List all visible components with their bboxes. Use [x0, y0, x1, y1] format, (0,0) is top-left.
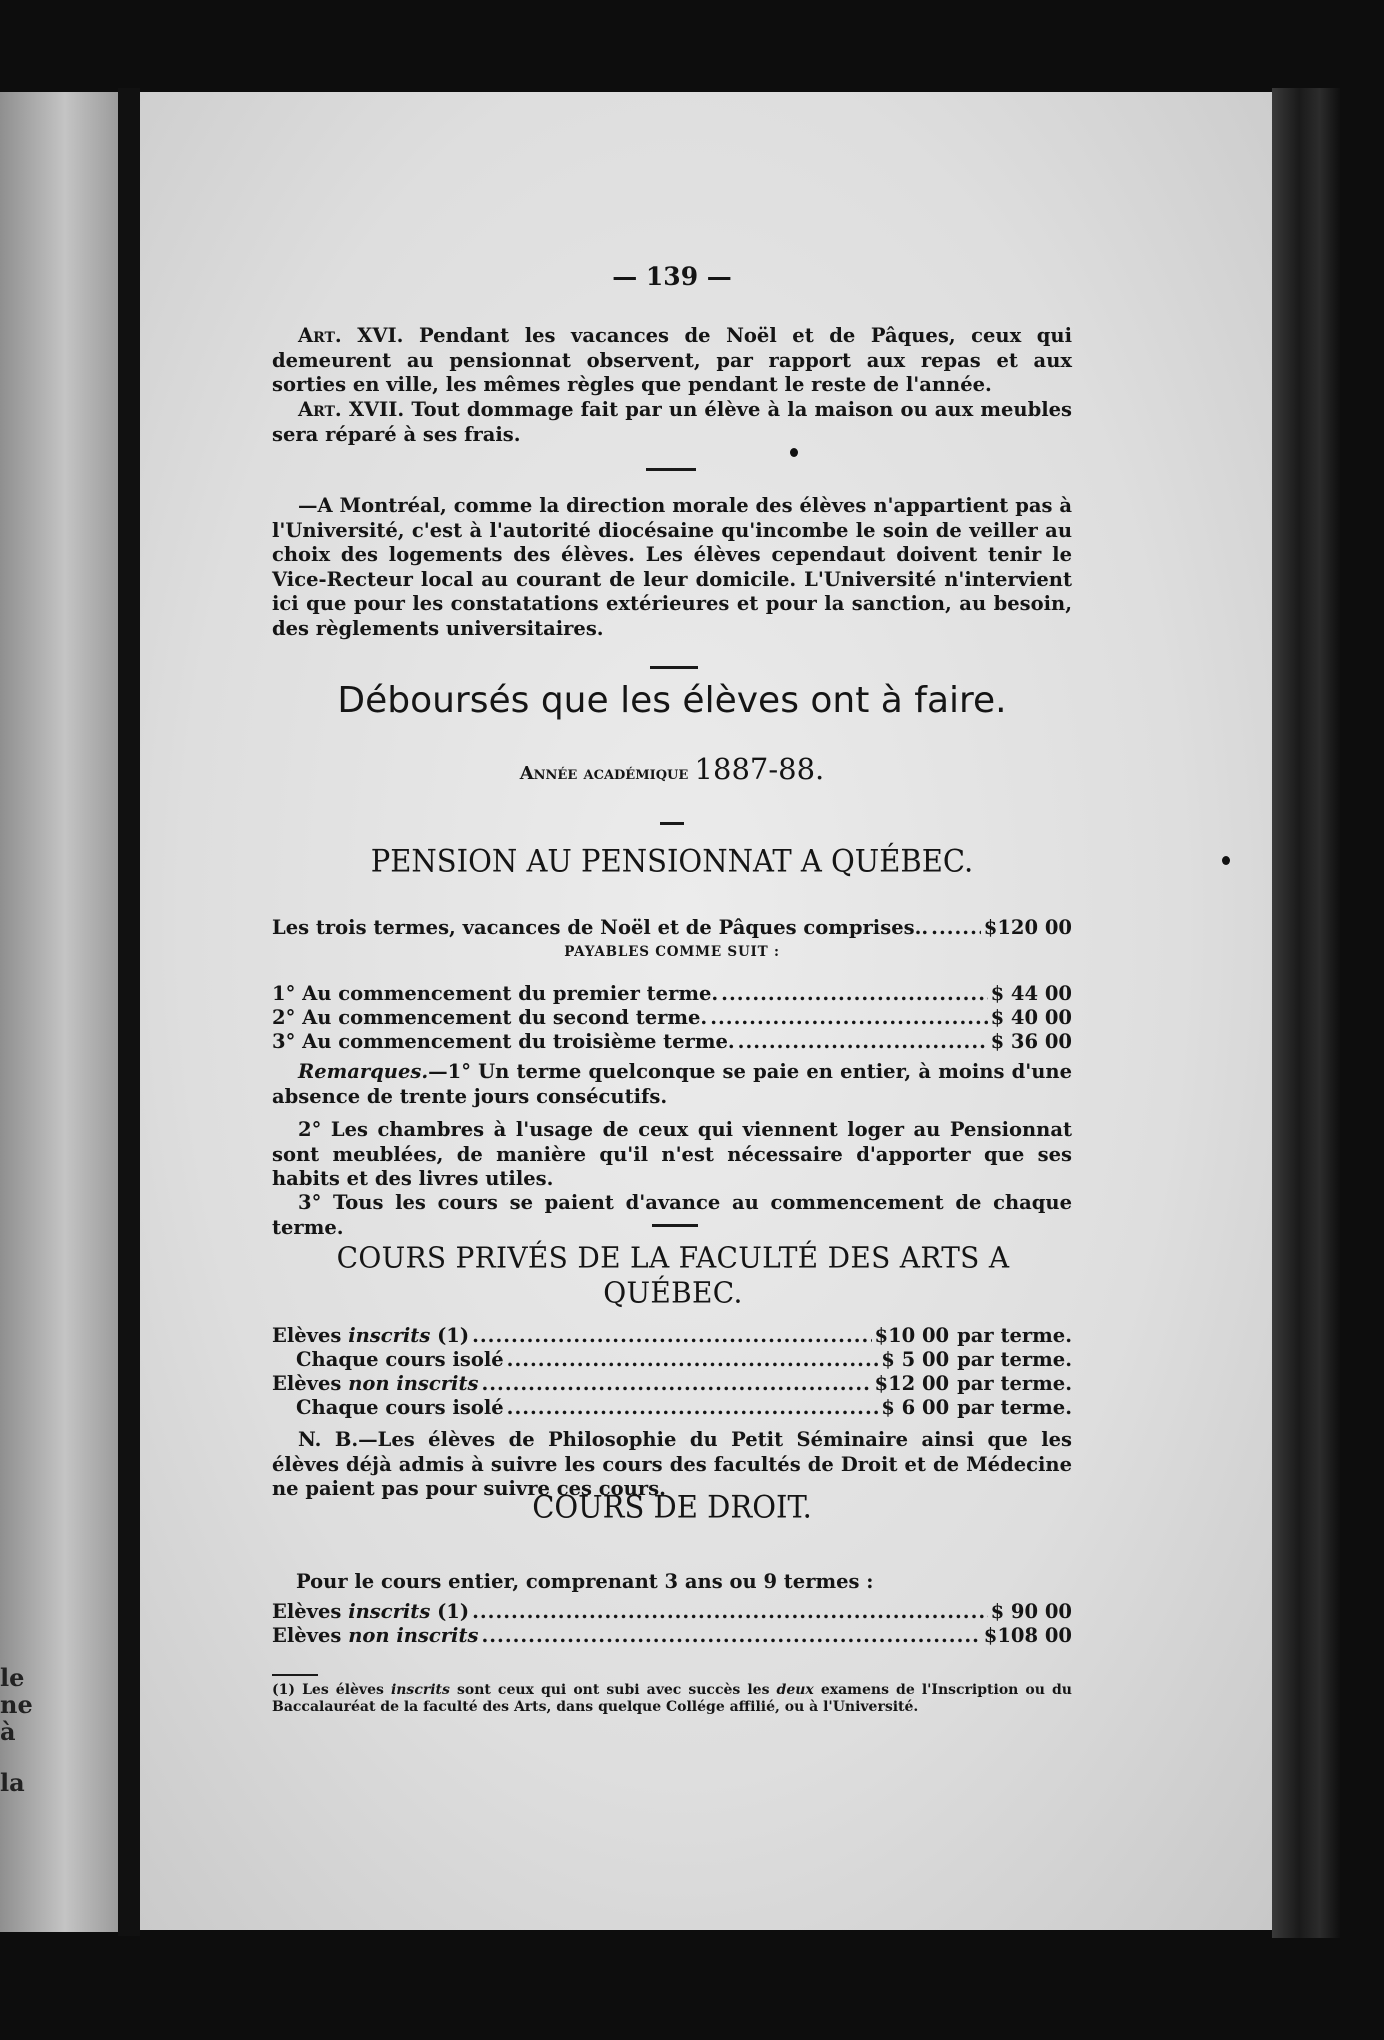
remarks-label: Remarques. — [298, 1060, 429, 1083]
fee-unit: par terme. — [957, 1372, 1072, 1395]
fee-amount: $12 00 — [874, 1372, 950, 1395]
fee-amount: $ 5 00 — [881, 1348, 950, 1371]
remark-2: 2° Les chambres à l'usage de ceux qui viennent loger au Pensionnat sont meublées, de manière qu'il n'est nécessaire d'apporter que ses habits et des livres utiles. — [272, 1118, 1072, 1190]
footnote-rule — [272, 1674, 318, 1676]
dot-leader — [507, 1348, 879, 1372]
dot-leader — [481, 1372, 871, 1396]
fee-emph: non inscrits — [348, 1624, 479, 1647]
article-text: Tout dommage fait par un élève à la maison ou aux meubles sera réparé à ses frais. — [272, 398, 1073, 446]
dot-leader — [507, 1396, 879, 1420]
fee-line — [272, 1624, 1072, 1648]
note-montreal: —A Montréal, comme la direction morale des élèves n'appartient pas à l'Université, c'est à l'autorité diocésaine qu'incombe le soin de veiller au choix des logements des élèves. Les élèves cependaut doivent tenir le Vice-Recteur local au courant de leur domicile. L'Université n'intervient ici que pour les constatations extérieures et pour la sanction, au besoin, des règlements universitaires. — [272, 494, 1072, 640]
edge-fragment: à — [0, 1717, 16, 1746]
fee-line — [296, 1396, 1072, 1420]
edge-fragment: le — [0, 1663, 25, 1692]
term-line — [272, 982, 1072, 1006]
term-amount: $ 44 00 — [990, 982, 1072, 1005]
section-divider — [646, 468, 696, 471]
article-label: Art. XVI. — [298, 324, 404, 347]
footnote-text: examens de l'Inscription ou du Baccalauréat de la faculté des Arts, dans quelque Collége affilié, ou à l'Université. — [272, 1682, 1072, 1715]
section-heading-cours-prives: COURS PRIVÉS DE LA FACULTÉ DES ARTS A QUÉBEC. — [336, 1240, 1010, 1310]
fee-label: Chaque cours isolé — [296, 1396, 504, 1419]
footnote-text: Les élèves — [295, 1682, 391, 1698]
fee-note-ref: (1) — [430, 1600, 470, 1623]
academic-year-value: 1887-88. — [694, 752, 825, 786]
article-label: Art. XVII. — [298, 398, 405, 421]
footnote-text: sont ceux qui ont subi avec succès les — [449, 1682, 777, 1698]
nota-bene: N. B.—Les élèves de Philosophie du Petit Séminaire ainsi que les élèves déjà admis à suivre les cours des facultés de Droit et de Médecine ne paient pas pour suivre ces cours. — [272, 1428, 1072, 1500]
footnote-emph: inscrits — [390, 1682, 450, 1698]
fee-label — [272, 1372, 478, 1396]
section-divider — [652, 1224, 698, 1227]
dot-leader — [738, 1030, 988, 1054]
footnote-marker: (1) — [272, 1682, 295, 1698]
ink-blot — [1222, 856, 1230, 865]
fee-emph: inscrits — [348, 1324, 431, 1347]
article-16 — [272, 324, 1072, 398]
section-heading-cours-droit: COURS DE DROIT. — [532, 1489, 812, 1525]
term-label: 2° Au commencement du second terme. — [272, 1006, 708, 1029]
book-page — [140, 92, 1272, 1930]
remarks-1 — [272, 1060, 1072, 1109]
term-line — [272, 1006, 1072, 1030]
article-text: Pendant les vacances de Noël et de Pâques, ceux qui demeurent au pensionnat observent, par rapport aux repas et aux sorties en ville, les mêmes règles que pendant le reste de l'année. — [272, 324, 1072, 396]
dot-leader — [710, 1006, 987, 1030]
dot-leader — [721, 982, 987, 1006]
fee-unit: par terme. — [957, 1348, 1072, 1371]
fee-line — [272, 1324, 1072, 1348]
book-page-edges — [1272, 88, 1340, 1938]
edge-fragment: ne — [0, 1690, 33, 1719]
fee-line — [272, 1372, 1072, 1396]
fee-amount: $ 90 00 — [990, 1600, 1072, 1623]
term-amount: $ 40 00 — [990, 1006, 1072, 1029]
academic-year-label: Année académique — [519, 763, 689, 784]
fee-unit: par terme. — [957, 1324, 1072, 1347]
article-17 — [272, 398, 1072, 447]
pension-total-line — [272, 916, 1072, 940]
section-divider — [650, 666, 698, 669]
pension-total-label: Les trois termes, vacances de Noël et de Pâques comprises.. — [272, 916, 929, 939]
fee-unit: par terme. — [957, 1396, 1072, 1419]
fee-prefix: Elèves — [272, 1600, 349, 1623]
fee-label — [272, 1600, 469, 1624]
term-line — [272, 1030, 1072, 1054]
dot-leader — [472, 1600, 987, 1624]
edge-fragment: la — [0, 1768, 25, 1797]
term-label: 1° Au commencement du premier terme. — [272, 982, 719, 1005]
fee-prefix: Elèves — [272, 1624, 349, 1647]
pension-total-amount: $120 00 — [983, 916, 1072, 939]
payables-heading: PAYABLES COMME SUIT : — [564, 944, 780, 960]
fee-line — [272, 1600, 1072, 1624]
remark-text: —1° Un terme quelconque se paie en entier, à moins d'une absence de trente jours consécutifs. — [272, 1060, 1072, 1108]
fee-amount: $108 00 — [983, 1624, 1072, 1647]
fee-amount: $10 00 — [874, 1324, 950, 1347]
fee-label: Chaque cours isolé — [296, 1348, 504, 1371]
footnote — [272, 1682, 1072, 1716]
dot-leader — [481, 1624, 980, 1648]
fee-emph: inscrits — [348, 1600, 431, 1623]
remark-3: 3° Tous les cours se paient d'avance au commencement de chaque terme. — [272, 1191, 1072, 1239]
page-title: Déboursés que les élèves ont à faire. — [337, 680, 1007, 721]
dot-leader — [472, 1324, 871, 1348]
fee-note-ref: (1) — [430, 1324, 470, 1347]
section-heading-pension: PENSION AU PENSIONNAT A QUÉBEC. — [370, 843, 974, 879]
fee-prefix: Elèves — [272, 1372, 349, 1395]
ink-blot — [790, 448, 798, 457]
term-amount: $ 36 00 — [990, 1030, 1072, 1053]
fee-prefix: Elèves — [272, 1324, 349, 1347]
left-page-edge-text — [0, 1664, 40, 1796]
academic-year — [272, 752, 1072, 786]
fee-amount: $ 6 00 — [881, 1396, 950, 1419]
fee-emph: non inscrits — [348, 1372, 479, 1395]
footnote-emph: deux — [776, 1682, 814, 1698]
fee-label — [272, 1324, 469, 1348]
dot-leader — [931, 916, 981, 940]
page-number: — 139 — — [612, 262, 732, 291]
term-label: 3° Au commencement du troisième terme. — [272, 1030, 735, 1053]
droit-intro: Pour le cours entier, comprenant 3 ans ou 9 termes : — [296, 1570, 874, 1593]
fee-line — [296, 1348, 1072, 1372]
section-divider — [660, 822, 684, 825]
book-gutter — [118, 88, 140, 1936]
left-page-fragment — [0, 92, 118, 1932]
fee-label — [272, 1624, 478, 1648]
